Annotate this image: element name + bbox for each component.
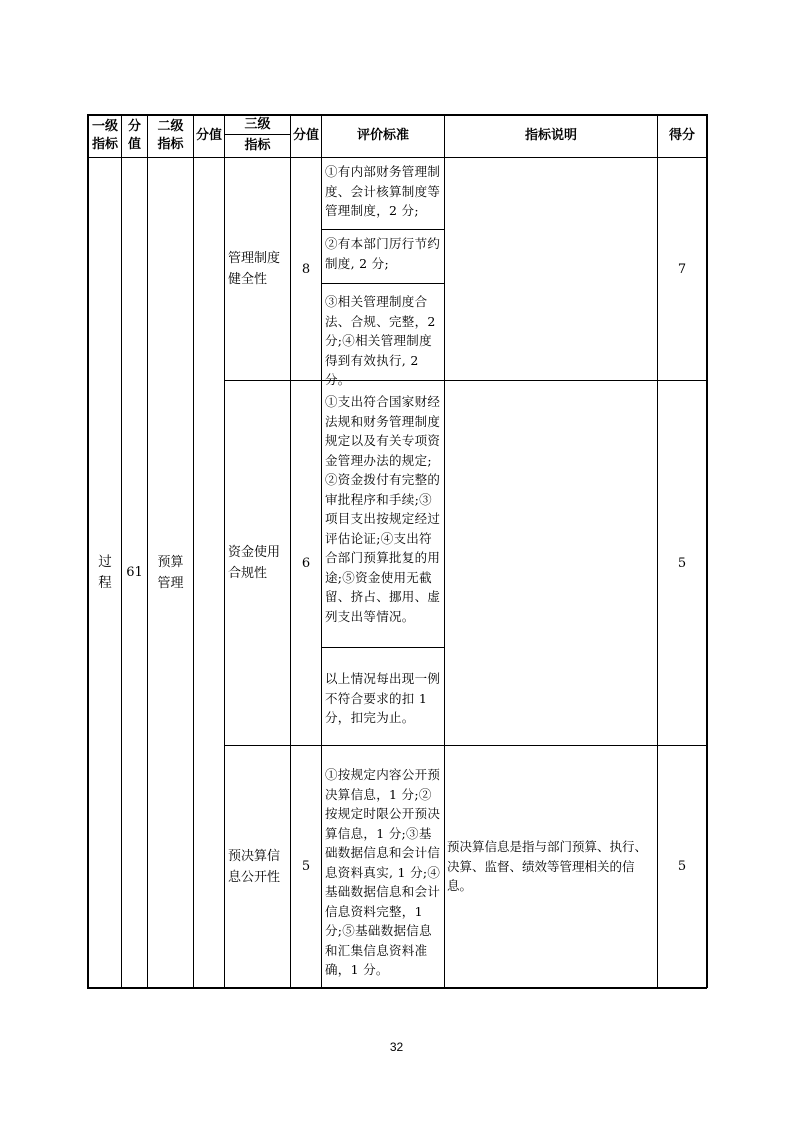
level2-cell: 预算管理 [157, 554, 184, 591]
criteria-text: 以上情况每出现一例不符合要求的扣 1 分，扣完为止。 [325, 671, 441, 725]
header-score3: 分值 [292, 128, 319, 143]
header-obtained: 得分 [668, 128, 695, 143]
criteria-text: ①支出符合国家财经法规和财务管理制度规定以及有关专项资金管理办法的规定;②资金拨付有完整的审批程序和手续;③项目支出按规定经过评估论证;④支出符合部门预算批复的用途;⑤资金使用无截留、挤占、挪用、虚列支出等情况。 [325, 394, 441, 624]
description-text [445, 381, 657, 745]
header-description: 指标说明 [524, 128, 577, 143]
criteria-text: ①有内部财务管理制度、会计核算制度等管理制度，2 分; [325, 164, 441, 218]
header-criteria: 评价标准 [356, 128, 409, 143]
header-level3-bottom: 指标 [244, 138, 271, 153]
obtained-score: 5 [677, 555, 687, 571]
obtained-score: 7 [677, 261, 687, 277]
criteria-text: ①按规定内容公开预决算信息，1 分;②按规定时限公开预决算信息，1 分;③基础数据信息和会计信息资料真实, 1 分;④基础数据信息和会计信息资料完整，1 分;⑤基础数据信息和汇集信息资料准确，1 分。 [325, 767, 441, 977]
score3-cell: 5 [301, 859, 311, 874]
page-number: 32 [389, 1040, 404, 1054]
description-text: 预决算信息是指与部门预算、执行、决算、监督、绩效等管理相关的信息。 [447, 839, 648, 894]
score1-cell: 61 [126, 565, 143, 580]
score3-cell: 8 [301, 261, 311, 277]
score2-cell [194, 158, 224, 987]
obtained-score: 5 [677, 859, 687, 874]
header-level1: 一级指标 [91, 119, 118, 152]
level3-cell: 管理制度健全性 [228, 251, 281, 287]
description-text [445, 158, 657, 380]
criteria-text: ③相关管理制度合法、合规、完整，2 分;④相关管理制度得到有效执行, 2 分。 [325, 294, 436, 387]
header-level3-top: 三级 [244, 116, 271, 132]
level3-cell: 预决算信息公开性 [228, 848, 281, 885]
header-level2: 二级指标 [157, 119, 184, 152]
header-score2: 分值 [195, 128, 222, 143]
header-score1: 分值 [127, 119, 141, 152]
level1-cell: 过程 [98, 553, 112, 591]
level3-cell: 资金使用合规性 [228, 545, 281, 581]
criteria-text: ②有本部门厉行节约制度, 2 分; [325, 236, 441, 271]
score3-cell: 6 [301, 555, 311, 571]
